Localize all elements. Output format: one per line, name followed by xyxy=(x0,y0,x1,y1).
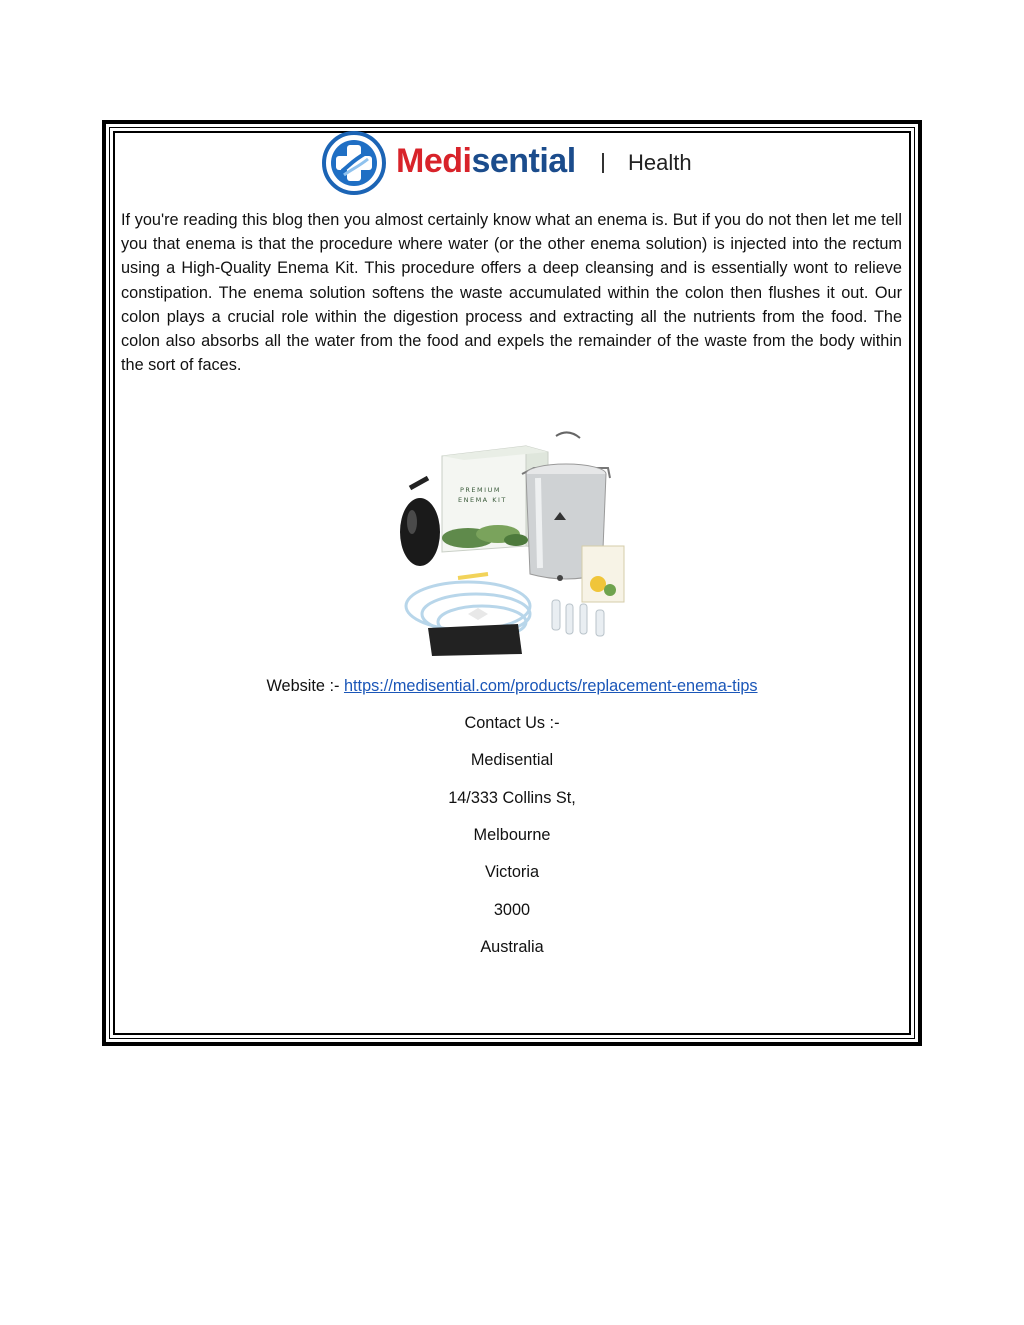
contact-country: Australia xyxy=(480,938,544,956)
box-title-line2: ENEMA KIT xyxy=(458,496,507,504)
enema-kit-product-image xyxy=(398,428,630,658)
box-title-line1: PREMIUM xyxy=(460,486,501,494)
contact-street: 14/333 Collins St, xyxy=(448,789,576,807)
contact-city: Melbourne xyxy=(473,826,551,844)
medisential-logo-icon xyxy=(322,131,386,195)
website-label: Website :- xyxy=(266,677,344,695)
contact-state: Victoria xyxy=(485,863,539,881)
website-link[interactable]: https://medisential.com/products/replacement-enema-tips xyxy=(343,677,758,695)
contact-company: Medisential xyxy=(470,751,554,769)
logo-word-medi: Medi xyxy=(396,142,472,180)
contact-heading: Contact Us :- xyxy=(464,714,560,732)
contact-postcode: 3000 xyxy=(493,901,531,919)
intro-paragraph: If you're reading this blog then you almost certainly know what an enema is. But if you do not then let me tell you that enema is that the procedure where water (or the other enema solution) is injected into the rectum using a High-Quality Enema Kit. This procedure offers a deep cleansing and is essentially wont to relieve constipation. The enema solution softens the waste accumulated within the colon then flushes it out. Our colon plays a crucial role within the digestion process and extracting all the nutrients from the food. The colon also absorbs all the water from the food and expels the remainder of the waste from the body within the sort of faces. xyxy=(121,211,902,375)
website-line xyxy=(110,676,914,696)
logo-word-sential: sential xyxy=(471,142,576,180)
logo-wordmark xyxy=(396,141,576,181)
medisential-logo xyxy=(322,131,702,197)
logo-section-label: Health xyxy=(628,150,692,175)
logo-separator xyxy=(602,153,604,173)
